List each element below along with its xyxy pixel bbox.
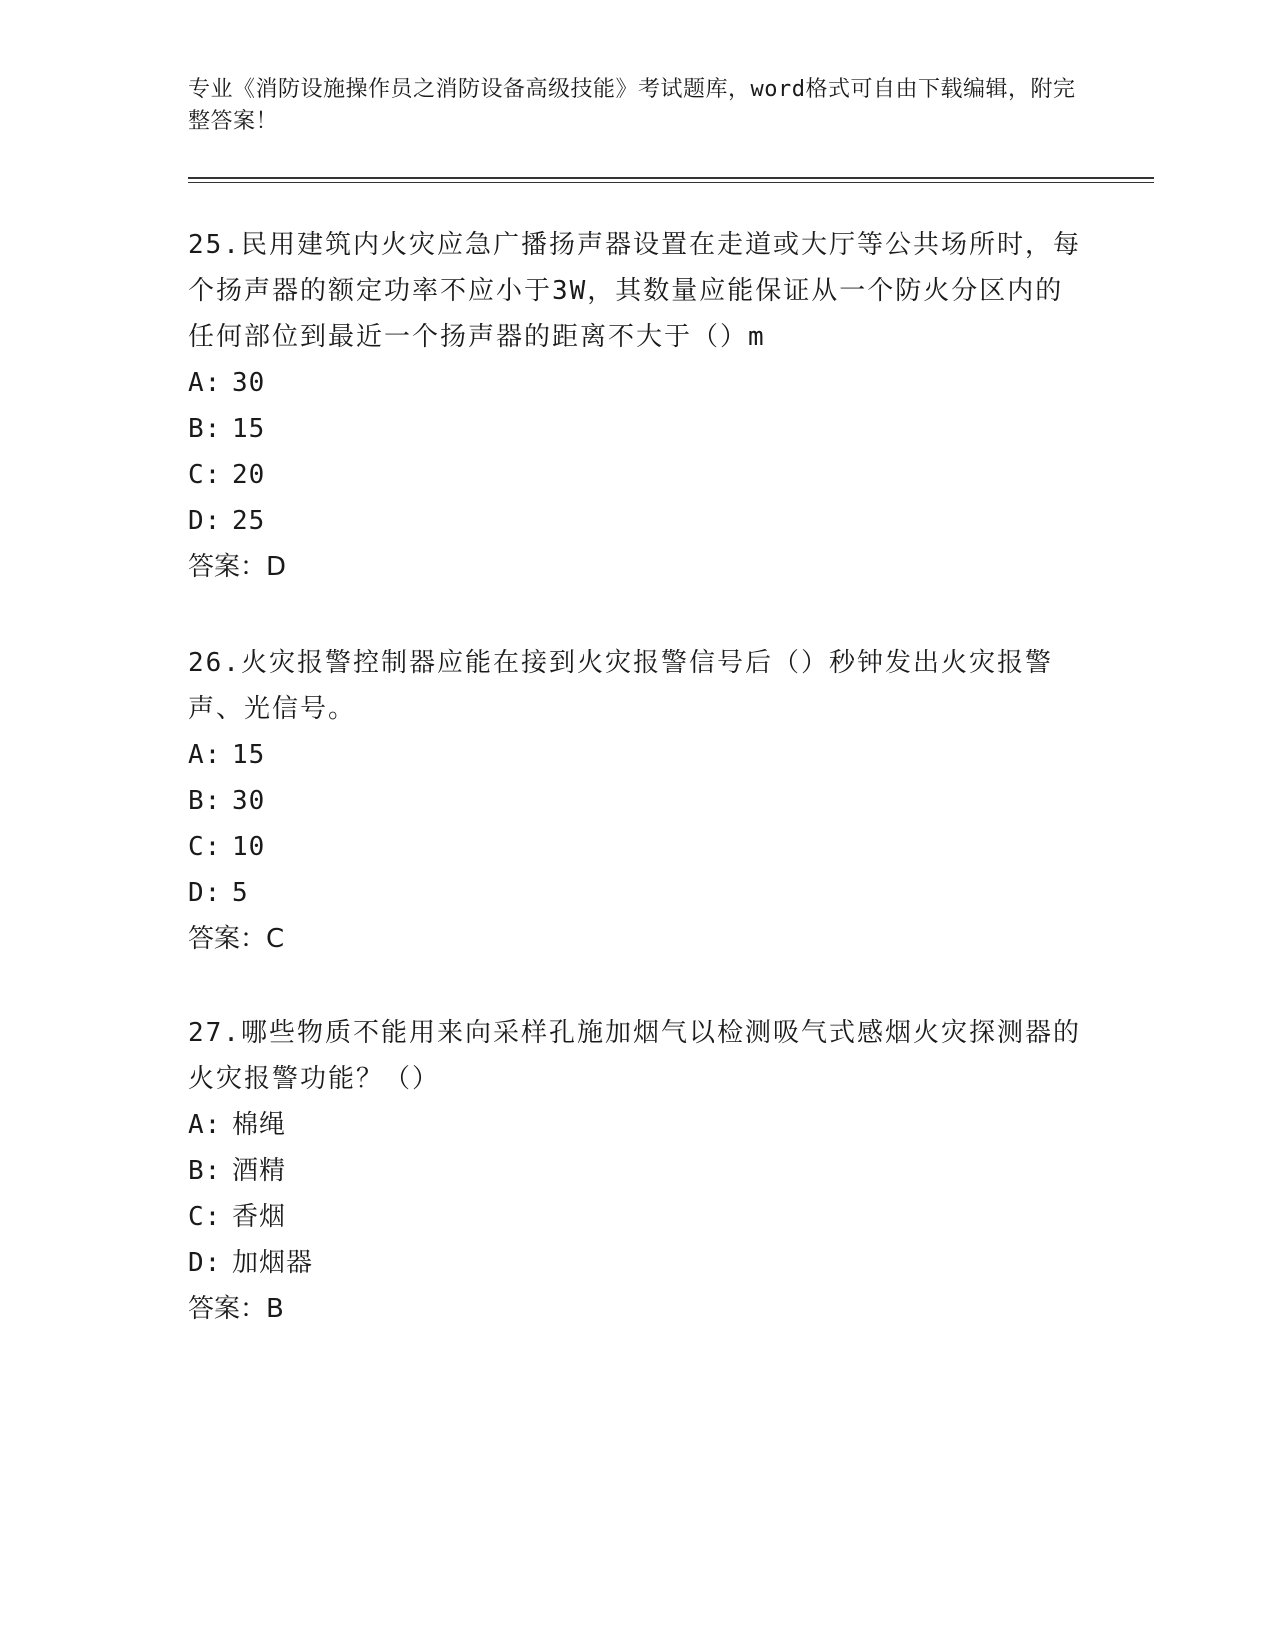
option-key: C: <box>188 460 222 490</box>
option-value: 棉绳 <box>232 1110 287 1140</box>
option-key: C: <box>188 832 222 862</box>
option-d <box>188 498 1088 544</box>
question-stem: 27.哪些物质不能用来向采样孔施加烟气以检测吸气式感烟火灾探测器的火灾报警功能？（） <box>188 1018 1081 1094</box>
option-key: A: <box>188 740 222 770</box>
answer: 答案：C <box>188 924 285 954</box>
option-value: 20 <box>232 460 266 490</box>
option-value: 25 <box>232 506 266 536</box>
option-c <box>188 1194 1088 1240</box>
option-key: C: <box>188 1202 222 1232</box>
option-value: 30 <box>232 368 266 398</box>
answer: 答案：D <box>188 552 287 582</box>
option-key: D: <box>188 878 222 908</box>
header-text: 专业《消防设施操作员之消防设备高级技能》考试题库，word格式可自由下载编辑，附完整答案！ <box>188 77 1076 134</box>
option-a <box>188 360 1088 406</box>
option-value: 香烟 <box>232 1202 287 1232</box>
option-key: A: <box>188 1110 222 1140</box>
option-b <box>188 406 1088 452</box>
option-value: 15 <box>232 414 266 444</box>
option-key: B: <box>188 414 222 444</box>
question-27 <box>188 1010 1088 1332</box>
option-a <box>188 732 1088 778</box>
option-key: D: <box>188 506 222 536</box>
answer: 答案：B <box>188 1294 284 1324</box>
option-key: A: <box>188 368 222 398</box>
option-value: 酒精 <box>232 1156 287 1186</box>
option-b <box>188 778 1088 824</box>
option-value: 15 <box>232 740 266 770</box>
option-b <box>188 1148 1088 1194</box>
option-key: D: <box>188 1248 222 1278</box>
question-25 <box>188 222 1088 590</box>
option-key: B: <box>188 786 222 816</box>
option-a <box>188 1102 1088 1148</box>
option-c <box>188 824 1088 870</box>
option-value: 5 <box>232 878 249 908</box>
option-d <box>188 870 1088 916</box>
option-value: 10 <box>232 832 266 862</box>
question-26 <box>188 640 1088 962</box>
header-divider <box>188 177 1154 183</box>
option-d <box>188 1240 1088 1286</box>
document-header <box>188 74 1088 138</box>
option-value: 加烟器 <box>232 1248 314 1278</box>
option-value: 30 <box>232 786 266 816</box>
question-stem: 25.民用建筑内火灾应急广播扬声器设置在走道或大厅等公共场所时，每个扬声器的额定功率不应小于3W，其数量应能保证从一个防火分区内的任何部位到最近一个扬声器的距离不大于（）m <box>188 230 1081 352</box>
option-c <box>188 452 1088 498</box>
option-key: B: <box>188 1156 222 1186</box>
question-stem: 26.火灾报警控制器应能在接到火灾报警信号后（）秒钟发出火灾报警声、光信号。 <box>188 648 1053 724</box>
